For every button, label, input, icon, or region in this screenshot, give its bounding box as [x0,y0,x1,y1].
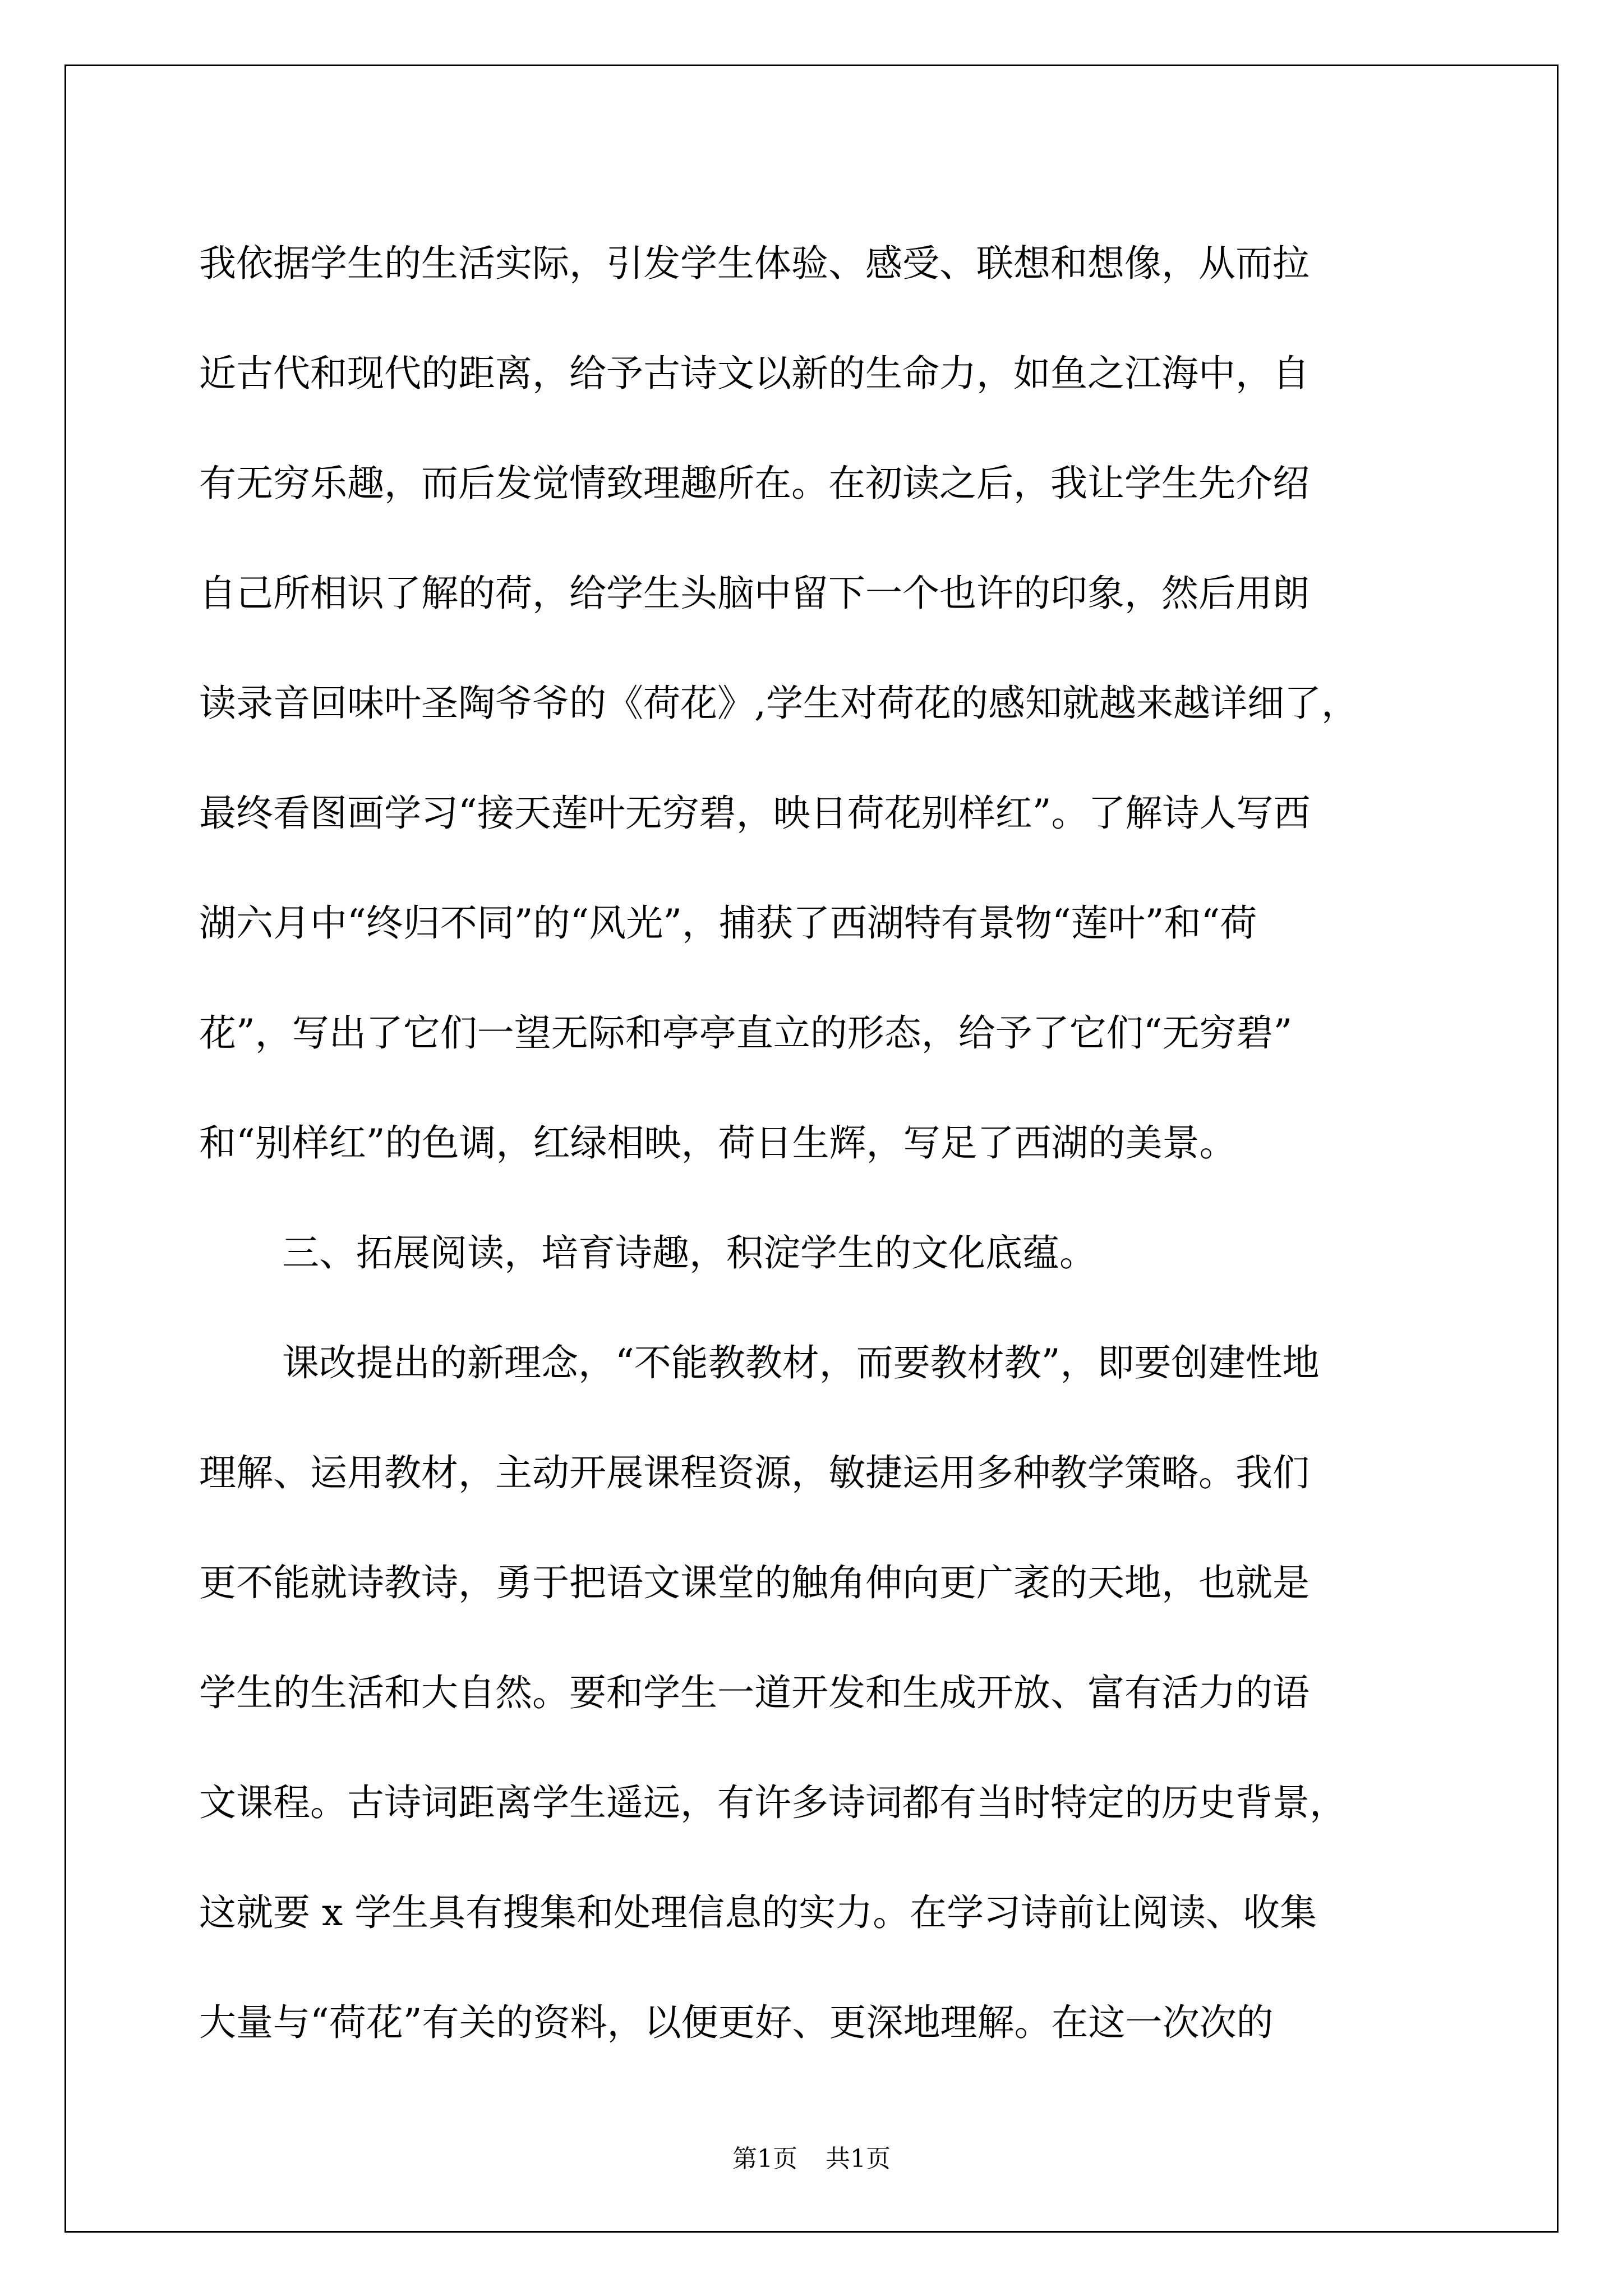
text-line: 最终看图画学习“接天莲叶无穷碧，映日荷花别样红”。了解诗人写西 [199,792,1311,835]
text-line: 湖六月中“终归不同”的“风光”，捕获了西湖特有景物“莲叶”和“荷 [199,901,1257,945]
text-line: 花”，写出了它们一望无际和亭亭直立的形态，给予了它们“无穷碧” [199,1011,1293,1055]
document-body [199,209,1422,2078]
page-total: 共1页 [826,2145,891,2173]
page-number: 第1页 [732,2145,797,2173]
text-line: 有无穷乐趣，而后发觉情致理趣所在。在初读之后，我让学生先介绍 [199,462,1310,505]
text-line: 和“别样红”的色调，红绿相映，荷日生辉，写足了西湖的美景。 [199,1121,1237,1165]
text-line: 自己所相识了解的荷，给学生头脑中留下一个也许的印象，然后用朗 [199,572,1310,615]
text-line: 大量与“荷花”有关的资料，以便更好、更深地理解。在这一次次的 [199,2001,1274,2044]
page-footer [0,2138,1623,2174]
text-line: 理解、运用教材，主动开展课程资源，敏捷运用多种教学策略。我们 [199,1451,1310,1494]
text-line: 更不能就诗教诗，勇于把语文课堂的触角伸向更广袤的天地，也就是 [199,1561,1310,1604]
text-line: 读录音回味叶圣陶爷爷的《荷花》,学生对荷花的感知就越来越详细了， [199,682,1358,725]
text-line: 近古代和现代的距离，给予古诗文以新的生命力，如鱼之江海中，自 [199,352,1310,395]
paragraph-first-line: 课改提出的新理念，“不能教教材，而要教材教”，即要创建性地 [282,1341,1320,1384]
text-line: 我依据学生的生活实际，引发学生体验、感受、联想和想像，从而拉 [199,242,1310,285]
text-line: 这就要 x 学生具有搜集和处理信息的实力。在学习诗前让阅读、收集 [199,1891,1317,1934]
text-line: 学生的生活和大自然。要和学生一道开发和生成开放、富有活力的语 [199,1671,1310,1714]
text-line: 文课程。古诗词距离学生遥远，有许多诗词都有当时特定的历史背景， [199,1781,1347,1824]
section-heading: 三、拓展阅读，培育诗趣，积淀学生的文化底蕴。 [282,1231,1096,1274]
